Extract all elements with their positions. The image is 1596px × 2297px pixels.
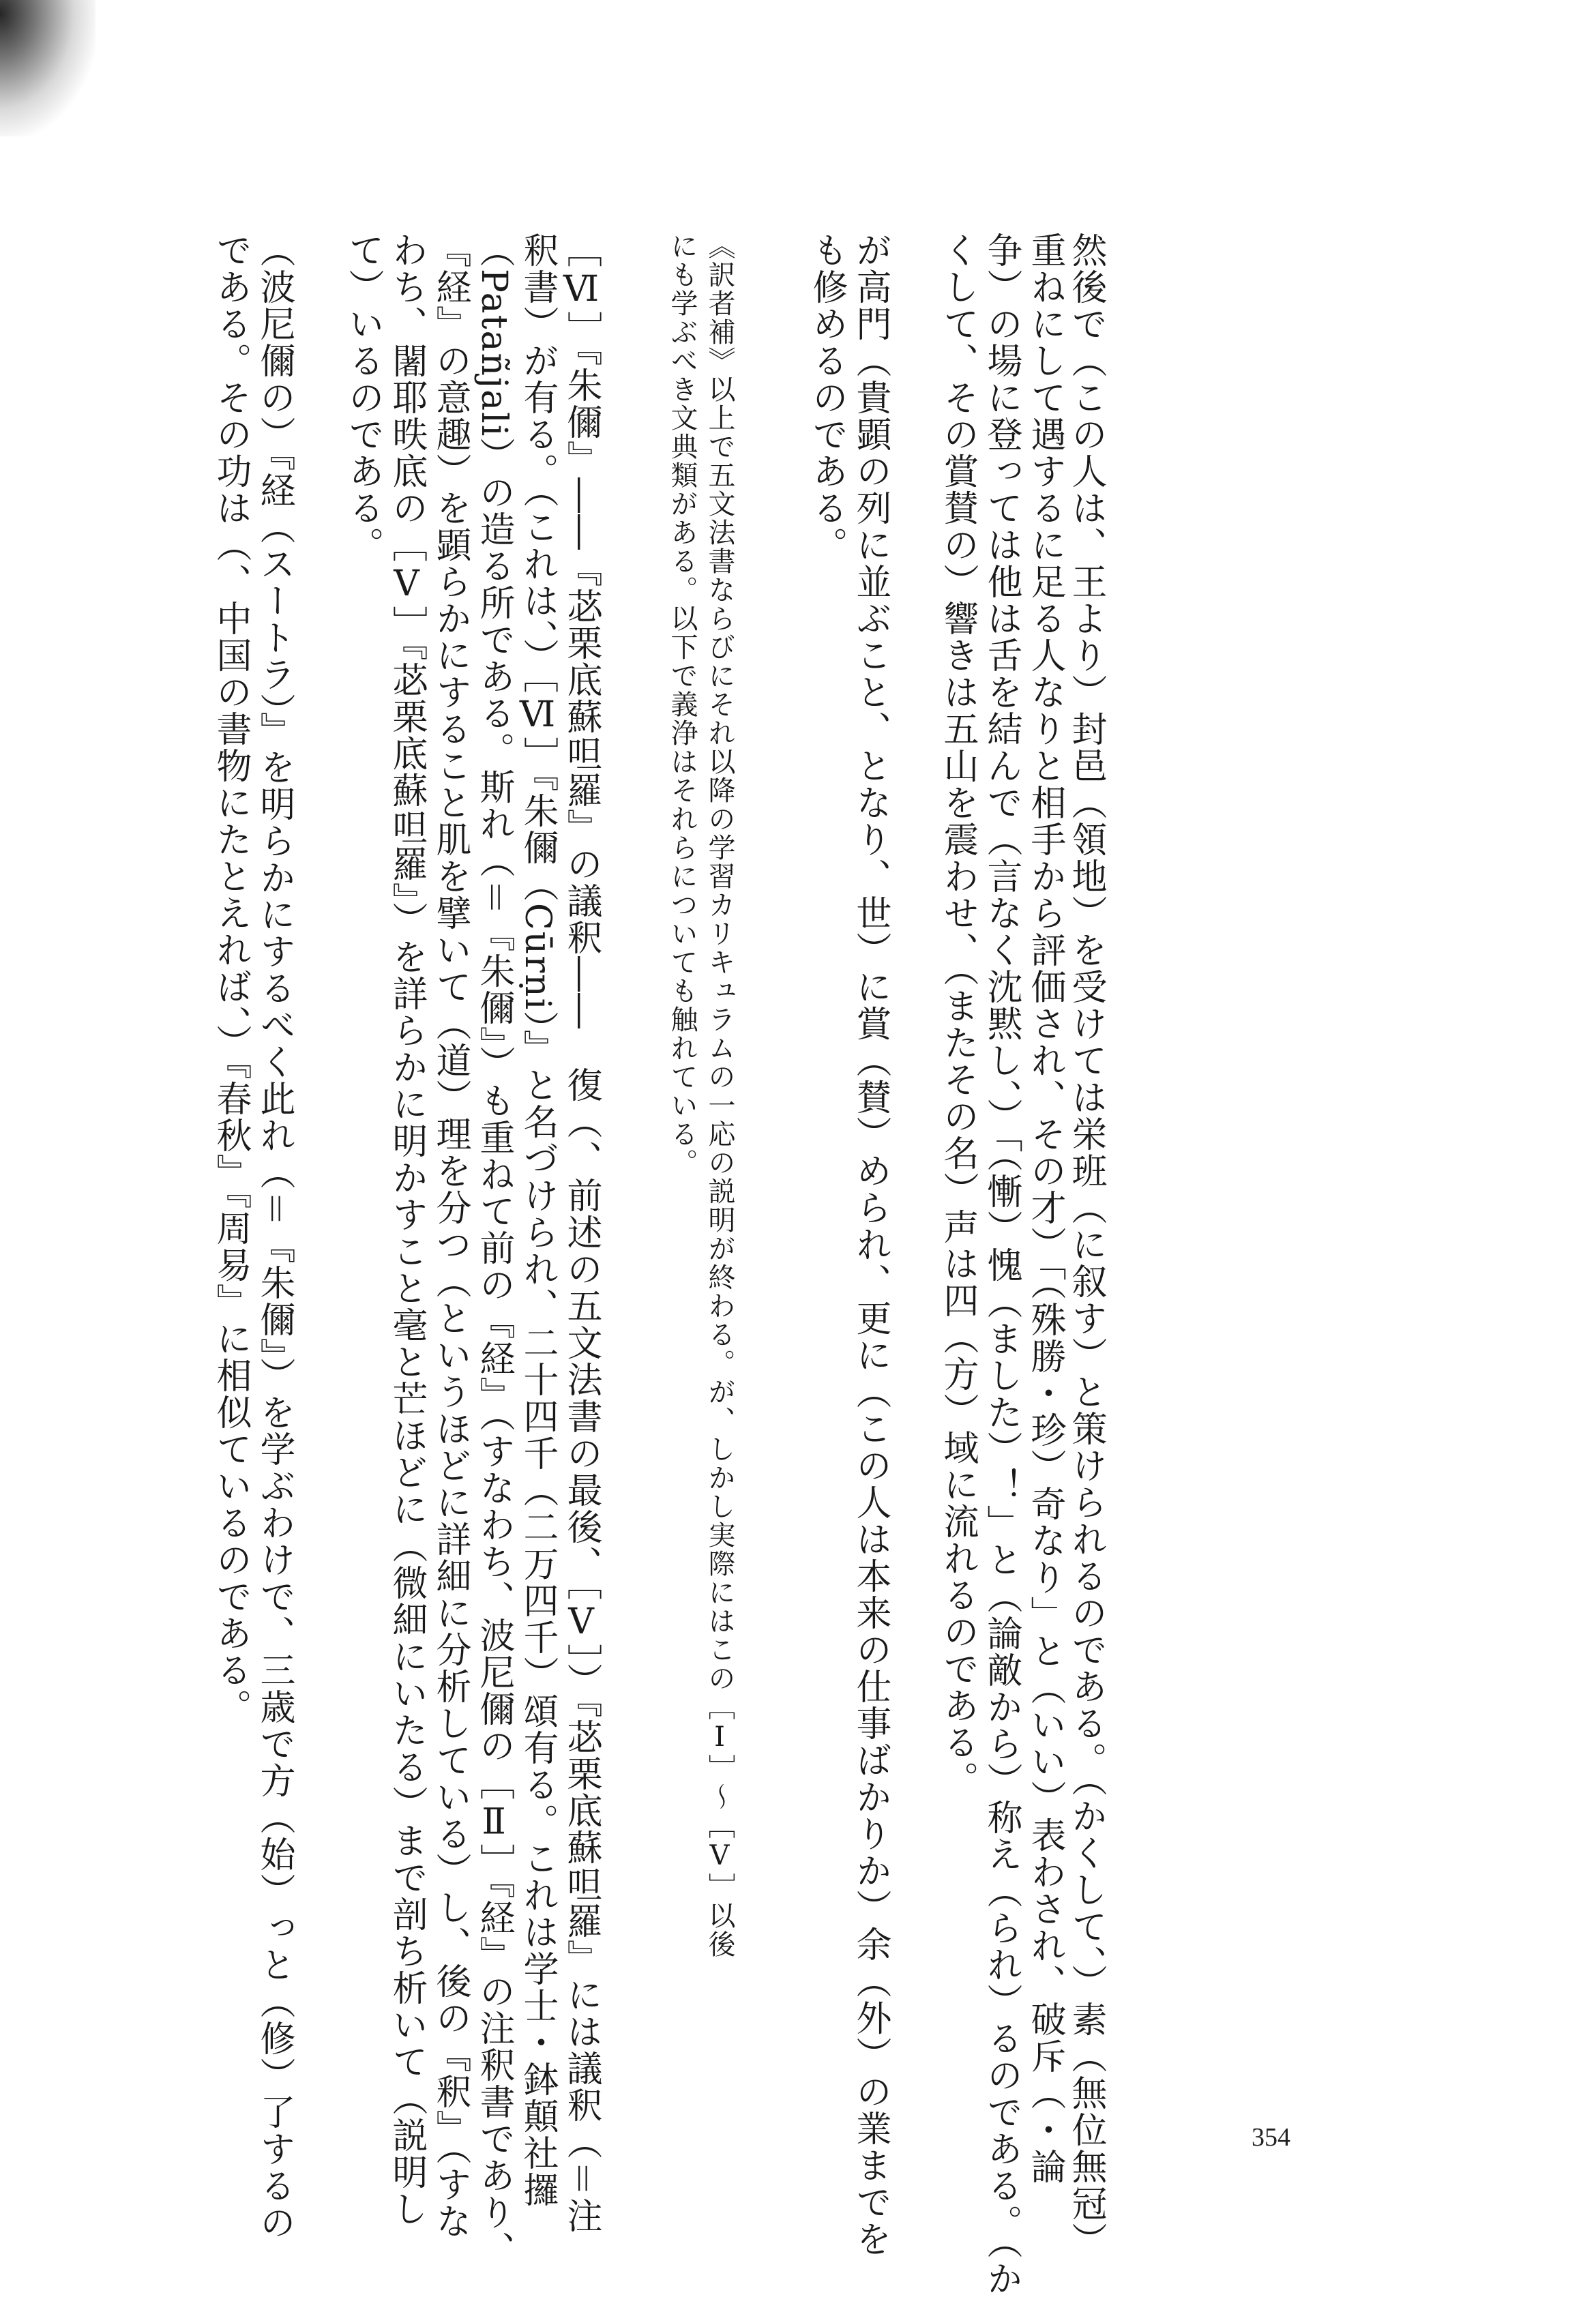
scan-smudge: [0, 0, 95, 136]
text-column: 釈書）が有る。（これは、）［Ⅵ］『朱儞（Cūrṇi）』と名づけられ、二十四千（二万四千）頌有る。これは学士・鉢顛社攞: [517, 232, 558, 2209]
text-column: （Patañjali）の造る所である。斯れ（＝『朱儞』）も重ねて前の『経』（すなわち、波尼儞の［Ⅱ］『経』の注釈書であり、: [473, 232, 514, 2268]
text-column: （波尼儞の）『経（スートラ）』を明らかにするべく此れ（＝『朱儞』）を学ぶわけで、三歳で方（始）っと（修）了するの: [254, 232, 295, 2241]
text-column: くして、その賞賛の）響きは五山を震わせ、（またその名）声は四（方）域に流れるのである。: [937, 232, 978, 1798]
text-column: が高門（貴顕の列に並ぶこと、となり、世）に賞（賛）められ、更に（この人は本来の仕事ばかりか）余（外）の業までを: [850, 232, 891, 2257]
text-column: 争）の場に登っては他は舌を結んで（言なく沈黙し、）「（慚）愧（ました）！」と（論敵から）称え（られ）るのである。（か: [981, 232, 1022, 2297]
text-column: て）いるのである。: [342, 232, 383, 563]
translator-note-column: 《訳者補》以上で五文法書ならびにそれ以降の学習カリキュラムの一応の説明が終わる。が、しかし実際にはこの［Ⅰ］～［Ⅴ］以後: [704, 232, 735, 1959]
text-column: である。その功は（、中国の書物にたとえれば、）『春秋』『周易』に相似ているのである。: [210, 232, 251, 1725]
text-column: 然後で（この人は、王より）封邑（領地）を受けては栄班（に叙す）と策けられるのである。（かくして、）素（無位無冠）: [1065, 232, 1106, 2259]
text-column: も修めるのである。: [806, 232, 847, 563]
text-column: 『経』の意趣）を顕らかにすること肌を擘いて（道）理を分つ（というほどに詳細に分析している）し、後の『釈』（すな: [430, 232, 471, 2240]
page-number: 354: [1252, 2123, 1290, 2152]
text-column: 重ねにして遇するに足る人なりと相手から評価され、その才）「（殊勝・珍）奇なり」と（いい）表わされ、破斥（・論: [1024, 232, 1065, 2185]
section-heading-column: ［Ⅵ］『朱儞』――『苾栗底蘇呾羅』の議釈―― 復（、前述の五文法書の最後、［Ⅴ］）『苾栗底蘇呾羅』には議釈（＝注: [561, 232, 602, 2234]
translator-note-column: にも学ぶべき文典類がある。以下で義浄はそれらについても触れている。: [666, 232, 698, 1177]
text-column: わち、闍耶昳底の［Ⅴ］『苾栗底蘇呾羅』）を詳らかに明かすこと毫と芒ほどに（微細にいたる）まで剖ち析いて（説明し: [386, 232, 427, 2227]
